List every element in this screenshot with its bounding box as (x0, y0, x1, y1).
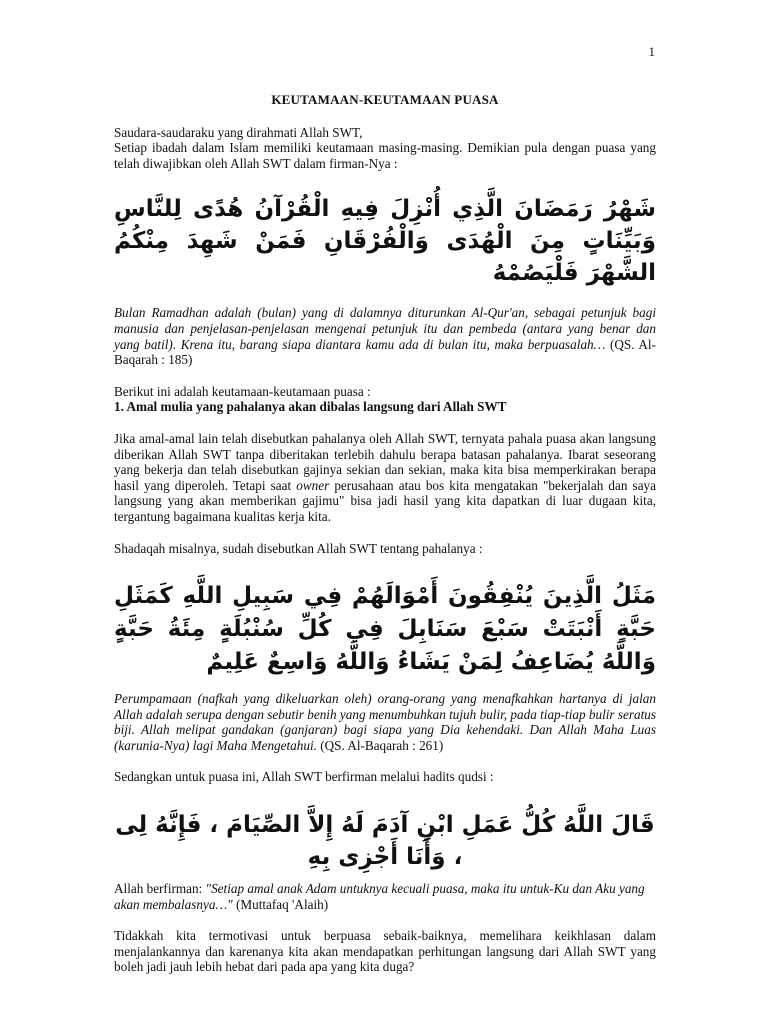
translation-text: Bulan Ramadhan adalah (bulan) yang di dalamnya diturunkan Al-Qur'an, sebagai petunjuk bagi manusia dan penjelasan-penjelasan mengenai petunjuk itu dan pembeda (antara yang benar dan yang batil). Krena itu, barang siapa diantara kamu ada di bulan itu, maka berpuasalah… (114, 305, 656, 352)
closing-paragraph: Tidakkah kita termotivasi untuk berpuasa sebaik-baiknya, memelihara keikhlasan dalam menjalankannya dan karenanya kita akan mendapatkan perhitungan langsung dari Allah SWT yang boleh jadi jauh lebih hebat dari pada apa yang kita duga? (114, 928, 656, 975)
paragraph-reward (114, 431, 656, 525)
greeting-line: Saudara-saudaraku yang dirahmati Allah SWT, (114, 124, 363, 140)
list-intro: Berikut ini adalah keutamaan-keutamaan puasa : (114, 383, 371, 399)
section-heading-1: 1. Amal mulia yang pahalanya akan dibalas langsung dari Allah SWT (114, 399, 507, 415)
verse-reference: (QS. Al-Baqarah : 261) (316, 737, 444, 753)
document-body (114, 92, 656, 975)
paragraph-fasting-intro: Sedangkan untuk puasa ini, Allah SWT berfirman melalui hadits qudsi : (114, 769, 494, 785)
translation-albaqarah-185 (114, 305, 656, 367)
hadith-quote: "Setiap amal anak Adam untuknya kecuali puasa, maka itu untuk-Ku dan Aku yang akan membalasnya…" (114, 881, 645, 912)
hadith-translation (114, 881, 656, 912)
document-title: KEUTAMAAN-KEUTAMAAN PUASA (271, 92, 499, 107)
page-number: 1 (648, 44, 655, 59)
paragraph-text: perusahaan atau bos kita mengatakan "bekerjalah dan saya langsung yang akan memberikan gajimu" bisa jadi hasil yang kita dapatkan di luar dugaan kita, tergantung bagaimana kualitas kerja kita. (114, 477, 656, 524)
paragraph-text: Jika amal-amal lain telah disebutkan pahalanya oleh Allah SWT, ternyata pahala puasa akan langsung diberikan Allah SWT tanpa diberitakan terlebih dahulu berapa batasan pahalanya. Ibarat seseorang yang bekerja dan telah disebutkan gajinya sekian dan sekian, maka kita bisa memperkirakan berapa hasil yang diperoleh. Tetapi saat (114, 430, 656, 493)
translation-albaqarah-261 (114, 691, 656, 753)
translation-text: Perumpamaan (nafkah yang dikeluarkan oleh) orang-orang yang menafkahkan hartanya di jalan Allah adalah serupa dengan sebutir benih yang menumbuhkan tujuh bulir, pada tiap-tiap bulir seratus biji. Allah melipat gandakan (ganjaran) bagi siapa yang Dia kehendaki. Dan Allah Maha Luas (karunia-Nya) lagi Maha Mengetahui. (114, 691, 656, 753)
intro-paragraph: Setiap ibadah dalam Islam memiliki keutamaan masing-masing. Demikian pula dengan puasa yang telah diwajibkan oleh Allah SWT dalam firman-Nya : (114, 140, 656, 171)
arabic-hadith-qudsi: قَالَ اللَّهُ كُلُّ عَمَلِ ابْنِ آدَمَ لَهُ إِلاَّ الصِّيَامَ ، فَإِنَّهُ لِى ، وَأَنَا أَجْزِى بِهِ (115, 812, 655, 871)
arabic-verse-albaqarah-261: مَثَلُ الَّذِينَ يُنْفِقُونَ أَمْوَالَهُمْ فِي سَبِيلِ اللَّهِ كَمَثَلِ حَبَّةٍ أَنْبَتَتْ سَبْعَ سَنَابِلَ فِي كُلِّ سُنْبُلَةٍ مِئَةُ حَبَّةٍ وَاللَّهُ يُضَاعِفُ لِمَنْ يَشَاءُ وَاللَّهُ وَاسِعٌ عَلِيمٌ (114, 583, 656, 676)
hadith-lead: Allah berfirman: (114, 881, 206, 897)
verse-reference: (QS. Al-Baqarah : 185) (114, 336, 656, 368)
italic-term: owner (296, 477, 330, 493)
hadith-reference: (Muttafaq 'Alaih) (232, 896, 329, 912)
paragraph-shadaqah: Shadaqah misalnya, sudah disebutkan Allah SWT tentang pahalanya : (114, 540, 483, 556)
arabic-verse-albaqarah-185: شَهْرُ رَمَضَانَ الَّذِي أُنْزِلَ فِيهِ الْقُرْآنُ هُدًى لِلنَّاسِ وَبَيِّنَاتٍ مِنَ الْهُدَى وَالْفُرْقَانِ فَمَنْ شَهِدَ مِنْكُمُ الشَّهْرَ فَلْيَصُمْهُ (114, 196, 656, 287)
